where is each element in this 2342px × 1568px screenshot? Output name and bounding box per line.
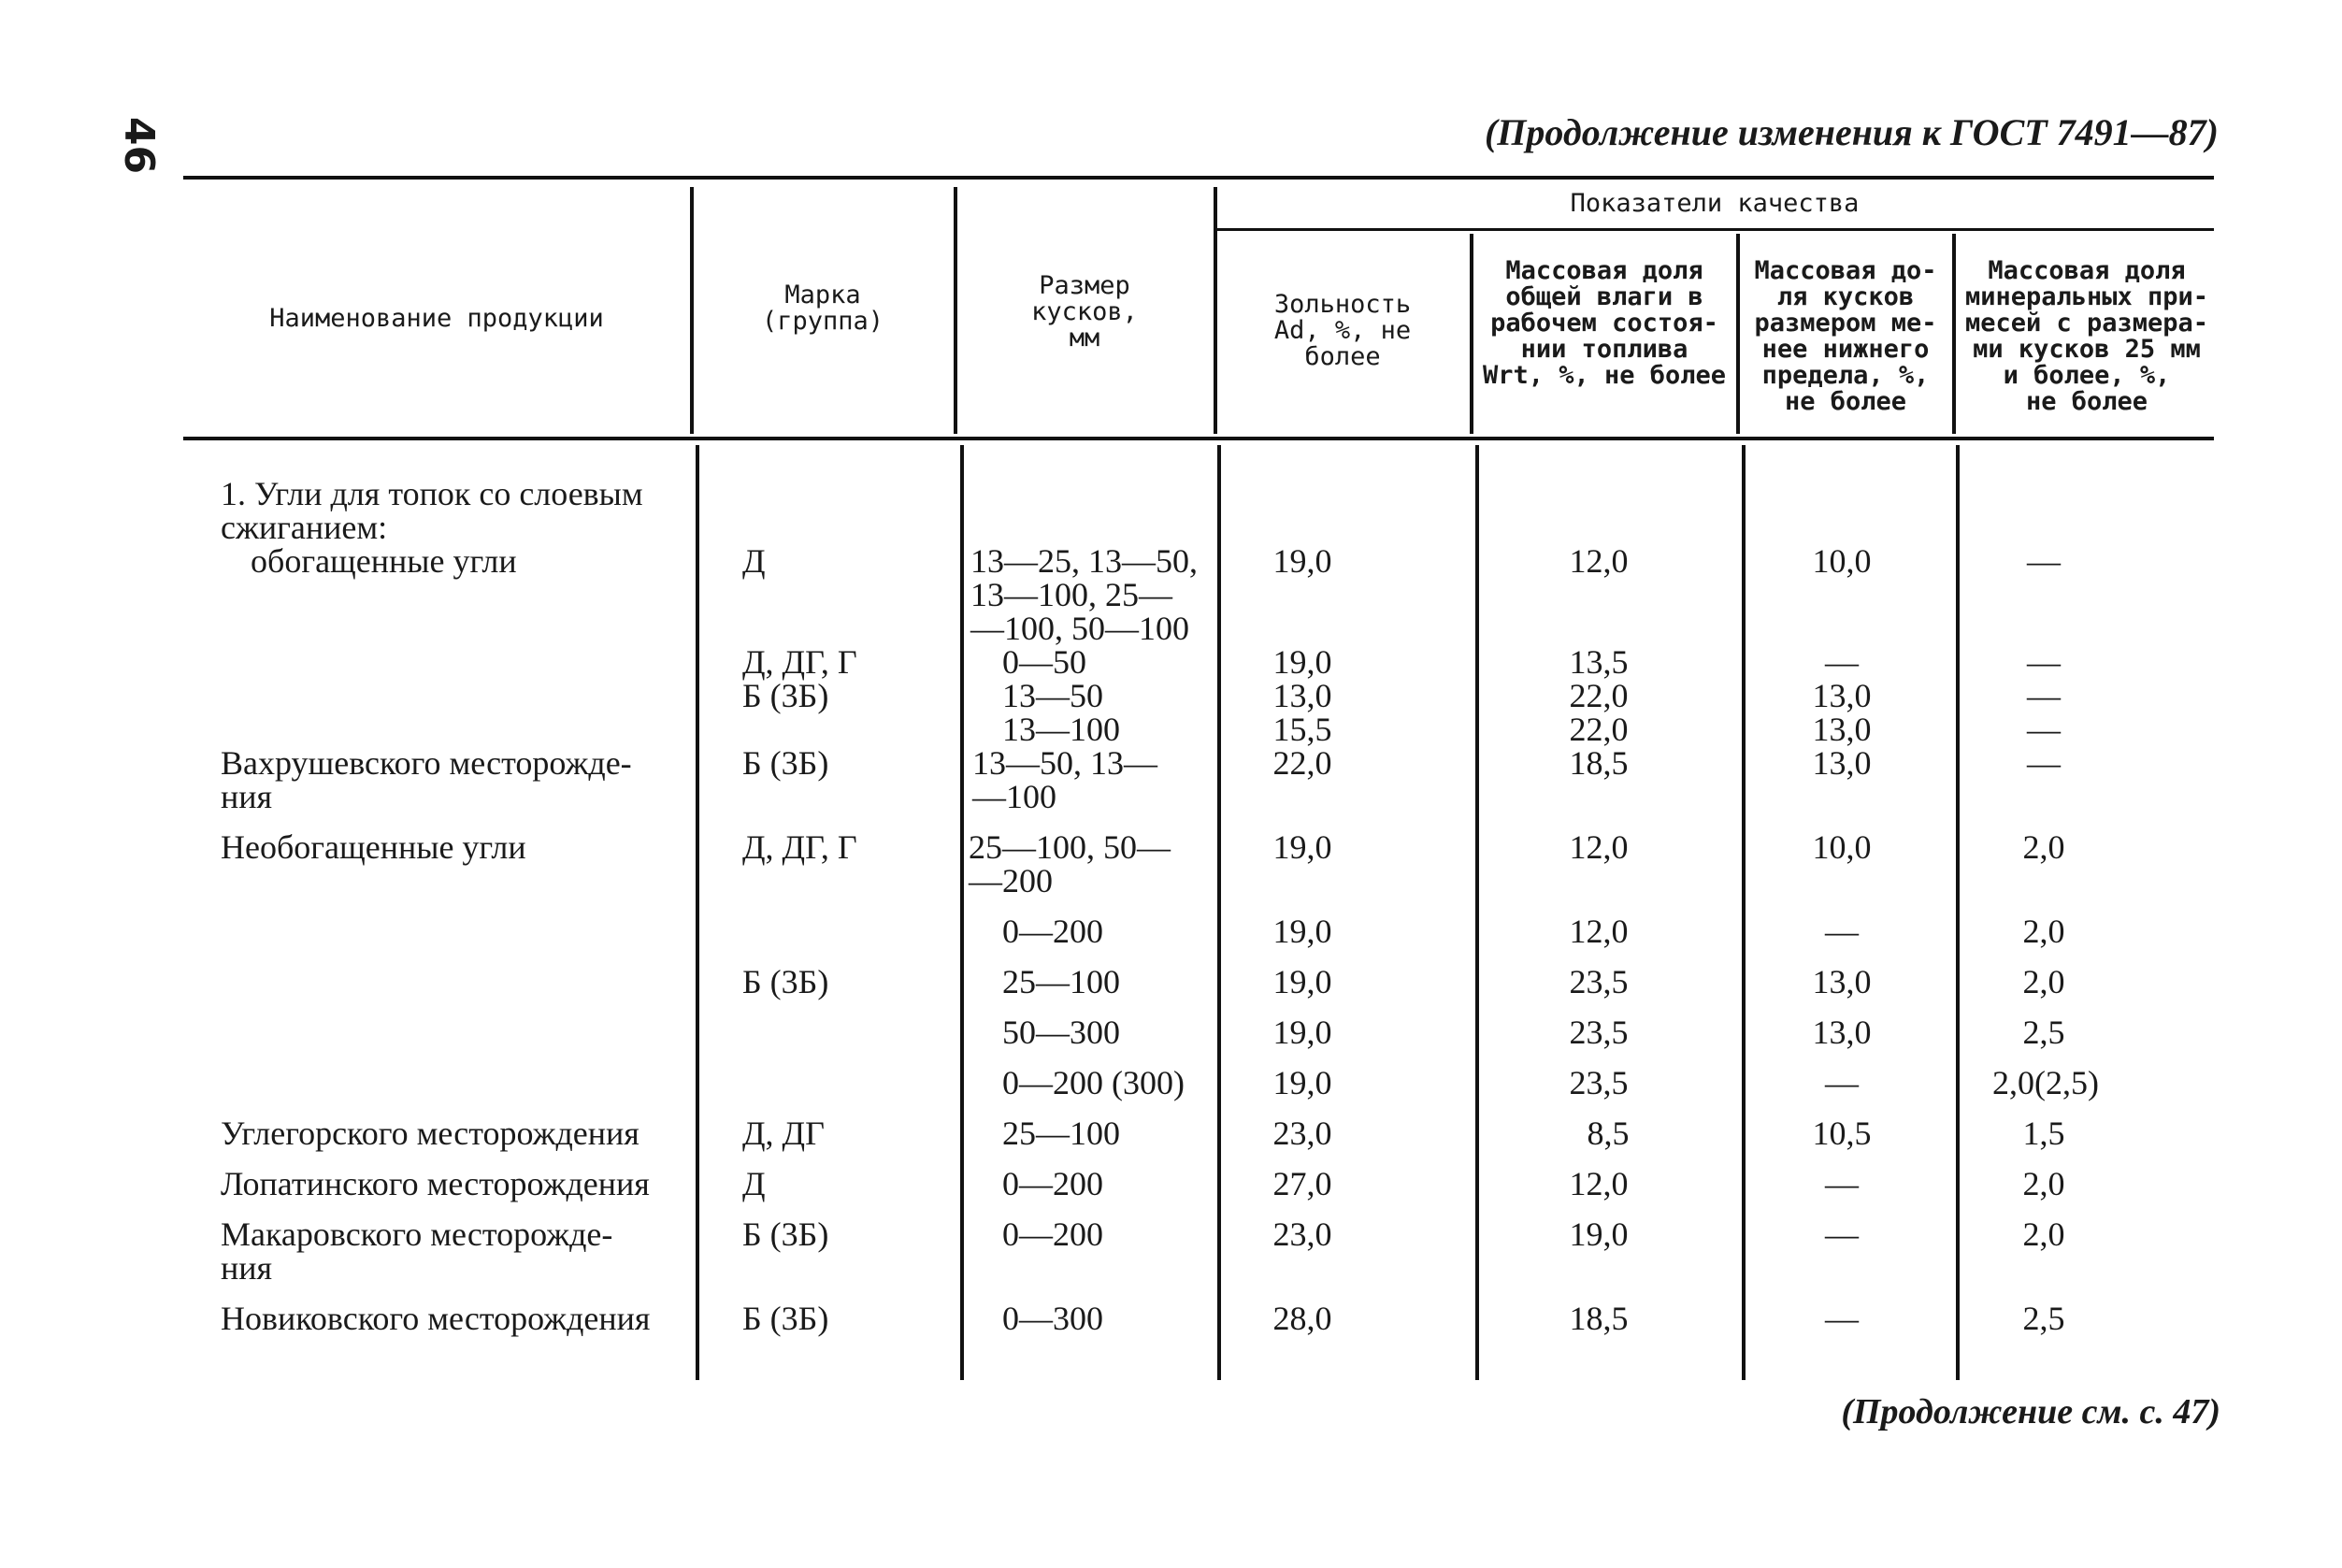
row-moisture: 12,0 — [1569, 542, 1629, 580]
row-ash: 19,0 13,0 15,5 — [1272, 643, 1332, 748]
row-moisture: 12,0 — [1569, 913, 1629, 950]
row-mineral: 2,0 — [2022, 913, 2065, 950]
row-mineral: 2,0 — [2022, 1216, 2065, 1253]
row-mark: Б (3Б) — [742, 744, 829, 782]
header-divider-3 — [1214, 187, 1217, 434]
row-pieces: — — [1825, 1300, 1859, 1337]
row-size: 25—100, 50— —200 — [969, 828, 1171, 899]
row-ash: 19,0 — [1272, 963, 1332, 1000]
row-moisture: 18,5 — [1569, 1300, 1629, 1337]
row-mineral: 2,0 — [2022, 828, 2065, 866]
row-moisture: 12,0 — [1569, 828, 1629, 866]
header-divider-2 — [954, 187, 957, 434]
header-mark: Марка (группа) — [761, 281, 884, 336]
row-pieces: — — [1825, 1216, 1859, 1253]
row-pieces: 13,0 — [1812, 744, 1872, 782]
row-size: 25—100 — [1002, 1115, 1120, 1152]
row-pieces: 13,0 — [1812, 963, 1872, 1000]
row-mineral: — — [2027, 542, 2061, 580]
row-mark: Д — [742, 1165, 766, 1202]
row-size: 0—50 13—50 13—100 — [1002, 643, 1120, 748]
row-ash: 19,0 — [1272, 1064, 1332, 1101]
body-divider-2 — [960, 445, 964, 1380]
row-moisture: 23,5 — [1569, 1014, 1629, 1051]
row-mark: Д, ДГ — [742, 1115, 825, 1152]
row-moisture: 13,5 22,0 22,0 — [1569, 643, 1629, 748]
row-size: 50—300 — [1002, 1014, 1120, 1051]
table-top-rule — [183, 176, 2214, 180]
row-mineral: 2,5 — [2022, 1014, 2065, 1051]
row-moisture: 23,5 — [1569, 1064, 1629, 1101]
row-pieces: 10,5 — [1812, 1115, 1872, 1152]
row-pieces: 10,0 — [1812, 542, 1872, 580]
row-mineral: 2,0(2,5) — [1992, 1064, 2099, 1101]
row-size: 0—200 — [1002, 1216, 1103, 1253]
row-mineral: 2,0 — [2022, 1165, 2065, 1202]
row-name: обогащенные угли — [251, 542, 517, 580]
row-ash: 28,0 — [1272, 1300, 1332, 1337]
row-mark: Б (3Б) — [742, 963, 829, 1000]
row-mineral: 2,5 — [2022, 1300, 2065, 1337]
row-mineral: — — [2027, 744, 2061, 782]
row-ash: 27,0 — [1272, 1165, 1332, 1202]
row-mineral: 2,0 — [2022, 963, 2065, 1000]
header-moisture: Массовая доля общей влаги в рабочем состоя- нии топлива Wrt, %, не более — [1482, 256, 1727, 390]
header-divider-1 — [690, 187, 694, 434]
row-ash: 22,0 — [1272, 744, 1332, 782]
header-divider-5 — [1736, 234, 1740, 434]
row-pieces: 10,0 — [1812, 828, 1872, 866]
body-divider-1 — [696, 445, 699, 1380]
header-size: Размер кусков, мм — [1031, 271, 1138, 352]
row-pieces: — — [1825, 1165, 1859, 1202]
row-mark: Б (3Б) — [742, 1300, 829, 1337]
row-name: Необогащенные угли — [221, 828, 526, 866]
row-size: 0—200 — [1002, 1165, 1103, 1202]
header-ash: Зольность Ad, %, не более — [1273, 290, 1412, 371]
header-divider-4 — [1470, 234, 1473, 434]
body-divider-3 — [1217, 445, 1221, 1380]
header-quality: Показатели качества — [1570, 189, 1860, 218]
row-size: 25—100 — [1002, 963, 1120, 1000]
body-divider-5 — [1742, 445, 1746, 1380]
row-size: 13—25, 13—50, 13—100, 25— —100, 50—100 — [970, 542, 1198, 647]
body-divider-4 — [1475, 445, 1479, 1380]
row-moisture: 8,5 — [1587, 1115, 1630, 1152]
row-mark: Д — [742, 542, 766, 580]
row-moisture: 12,0 — [1569, 1165, 1629, 1202]
header-mineral: Массовая доля минеральных при- месей с размера- ми кусков 25 мм и более, %, не более — [1964, 256, 2209, 416]
header-name: Наименование продукции — [269, 304, 604, 333]
row-pieces: — — [1825, 913, 1859, 950]
header-divider-6 — [1952, 234, 1956, 434]
row-ash: 19,0 — [1272, 542, 1332, 580]
page-number: 46 — [115, 116, 164, 175]
row-pieces: — 13,0 13,0 — [1812, 643, 1872, 748]
header-pieces: Массовая до- ля кусков размером ме- нее нижнего предела, %, не более — [1754, 256, 1937, 416]
row-moisture: 18,5 — [1569, 744, 1629, 782]
row-name: Новиковского месторождения — [221, 1300, 651, 1337]
continuation-note: (Продолжение см. с. 47) — [1841, 1392, 2220, 1431]
row-moisture: 23,5 — [1569, 963, 1629, 1000]
row-name: Макаровского месторожде- ния — [221, 1216, 613, 1287]
row-ash: 19,0 — [1272, 913, 1332, 950]
header-bottom-rule — [183, 437, 2214, 440]
row-mineral: 1,5 — [2022, 1115, 2065, 1152]
row-size: 0—200 — [1002, 913, 1103, 950]
row-ash: 19,0 — [1272, 1014, 1332, 1051]
row-mark: Б (3Б) — [742, 1216, 829, 1253]
row-name: Вахрушевского месторожде- ния — [221, 744, 632, 815]
row-size: 13—50, 13— —100 — [972, 744, 1157, 815]
row-ash: 23,0 — [1272, 1115, 1332, 1152]
row-mineral: — — — — [2027, 643, 2061, 748]
running-head: (Продолжение изменения к ГОСТ 7491—87) — [1484, 111, 2219, 153]
row-mark: Д, ДГ, Г Б (3Б) — [742, 643, 857, 714]
row-name: 1. Угли для топок со слоевым сжиганием: — [221, 475, 643, 546]
row-pieces: 13,0 — [1812, 1014, 1872, 1051]
row-pieces: — — [1825, 1064, 1859, 1101]
row-moisture: 19,0 — [1569, 1216, 1629, 1253]
row-mark: Д, ДГ, Г — [742, 828, 857, 866]
row-size: 0—300 — [1002, 1300, 1103, 1337]
quality-group-rule — [1215, 228, 2214, 231]
row-ash: 19,0 — [1272, 828, 1332, 866]
row-name: Углегорского месторождения — [221, 1115, 639, 1152]
row-name: Лопатинского месторождения — [221, 1165, 650, 1202]
row-size: 0—200 (300) — [1002, 1064, 1185, 1101]
row-ash: 23,0 — [1272, 1216, 1332, 1253]
